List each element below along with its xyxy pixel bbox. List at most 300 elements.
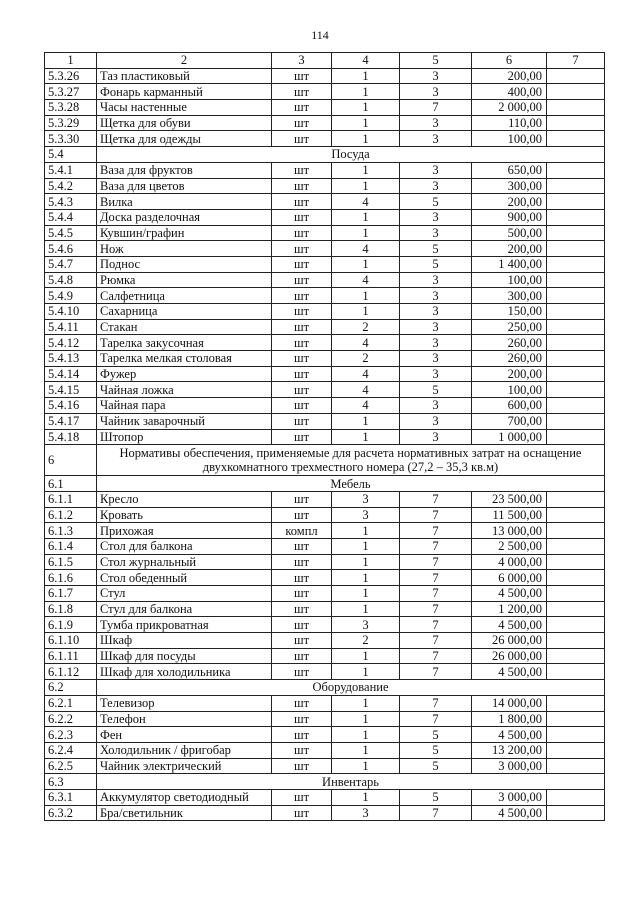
item-number: 5.4.15 [45, 382, 97, 398]
item-quantity: 2 [332, 351, 400, 367]
item-empty-cell [547, 288, 605, 304]
item-quantity: 1 [332, 664, 400, 680]
section-title: Оборудование [97, 680, 605, 696]
item-name: Рюмка [97, 272, 272, 288]
item-number: 5.4.12 [45, 335, 97, 351]
item-number: 5.4.8 [45, 272, 97, 288]
item-name: Фонарь карманный [97, 84, 272, 100]
item-price: 4 000,00 [472, 554, 547, 570]
section-number: 5.4 [45, 147, 97, 163]
section-title: Мебель [97, 476, 605, 492]
item-unit: шт [272, 633, 332, 649]
column-header: 5 [400, 53, 472, 69]
item-price: 4 500,00 [472, 664, 547, 680]
item-number: 6.3.1 [45, 789, 97, 805]
item-number: 6.1.6 [45, 570, 97, 586]
item-number: 5.4.16 [45, 398, 97, 414]
item-unit: шт [272, 601, 332, 617]
item-price: 200,00 [472, 194, 547, 210]
table-row [45, 351, 605, 367]
item-empty-cell [547, 398, 605, 414]
table-row [45, 131, 605, 147]
item-quantity: 1 [332, 429, 400, 445]
item-empty-cell [547, 366, 605, 382]
item-empty-cell [547, 664, 605, 680]
item-service-life: 5 [400, 789, 472, 805]
item-service-life: 3 [400, 131, 472, 147]
item-unit: шт [272, 288, 332, 304]
item-number: 5.4.10 [45, 304, 97, 320]
item-service-life: 3 [400, 429, 472, 445]
item-service-life: 3 [400, 335, 472, 351]
item-name: Телефон [97, 711, 272, 727]
section-title: Нормативы обеспечения, применяемые для расчета нормативных затрат на оснащение двухкомнатного трехместного номера (27,2 – 35,3 кв.м) [97, 445, 605, 476]
item-unit: шт [272, 554, 332, 570]
table-row [45, 241, 605, 257]
item-unit: шт [272, 304, 332, 320]
item-name: Нож [97, 241, 272, 257]
item-unit: шт [272, 789, 332, 805]
item-price: 4 500,00 [472, 727, 547, 743]
item-service-life: 3 [400, 162, 472, 178]
item-unit: шт [272, 491, 332, 507]
item-number: 5.4.17 [45, 413, 97, 429]
item-number: 6.1.5 [45, 554, 97, 570]
section-number: 6.2 [45, 680, 97, 696]
item-name: Щетка для одежды [97, 131, 272, 147]
item-number: 5.4.1 [45, 162, 97, 178]
item-unit: шт [272, 617, 332, 633]
item-service-life: 7 [400, 523, 472, 539]
item-quantity: 3 [332, 491, 400, 507]
item-empty-cell [547, 194, 605, 210]
table-row [45, 304, 605, 320]
item-quantity: 1 [332, 742, 400, 758]
item-quantity: 1 [332, 789, 400, 805]
item-number: 5.3.28 [45, 100, 97, 116]
item-quantity: 4 [332, 194, 400, 210]
item-name: Сахарница [97, 304, 272, 320]
table-row [45, 586, 605, 602]
item-quantity: 1 [332, 586, 400, 602]
table-row [45, 429, 605, 445]
item-number: 5.4.13 [45, 351, 97, 367]
section-heading-row [45, 774, 605, 790]
item-name: Стол журнальный [97, 554, 272, 570]
item-unit: шт [272, 366, 332, 382]
table-row [45, 758, 605, 774]
item-name: Шкаф для холодильника [97, 664, 272, 680]
table-row [45, 335, 605, 351]
item-price: 900,00 [472, 209, 547, 225]
table-row [45, 538, 605, 554]
table-row [45, 84, 605, 100]
column-header: 6 [472, 53, 547, 69]
table-row [45, 225, 605, 241]
item-price: 200,00 [472, 68, 547, 84]
item-unit: шт [272, 695, 332, 711]
table-row [45, 256, 605, 272]
item-number: 6.1.10 [45, 633, 97, 649]
table-row [45, 288, 605, 304]
item-price: 13 200,00 [472, 742, 547, 758]
item-name: Стол обеденный [97, 570, 272, 586]
section-title: Инвентарь [97, 774, 605, 790]
item-number: 6.1.4 [45, 538, 97, 554]
item-name: Тарелка закусочная [97, 335, 272, 351]
section-heading-row-main [45, 445, 605, 476]
item-name: Шкаф для посуды [97, 648, 272, 664]
table-row [45, 601, 605, 617]
item-empty-cell [547, 319, 605, 335]
item-name: Кресло [97, 491, 272, 507]
item-quantity: 3 [332, 805, 400, 821]
item-price: 700,00 [472, 413, 547, 429]
item-unit: шт [272, 398, 332, 414]
item-empty-cell [547, 789, 605, 805]
table-row [45, 711, 605, 727]
table-row [45, 491, 605, 507]
item-empty-cell [547, 570, 605, 586]
item-number: 6.2.1 [45, 695, 97, 711]
table-row [45, 523, 605, 539]
item-unit: шт [272, 742, 332, 758]
table-row [45, 209, 605, 225]
item-service-life: 7 [400, 100, 472, 116]
item-service-life: 7 [400, 805, 472, 821]
item-price: 23 500,00 [472, 491, 547, 507]
item-number: 6.2.4 [45, 742, 97, 758]
item-empty-cell [547, 805, 605, 821]
item-service-life: 3 [400, 225, 472, 241]
item-unit: шт [272, 115, 332, 131]
item-price: 650,00 [472, 162, 547, 178]
item-service-life: 7 [400, 570, 472, 586]
item-empty-cell [547, 491, 605, 507]
item-quantity: 1 [332, 162, 400, 178]
item-service-life: 5 [400, 194, 472, 210]
item-unit: шт [272, 194, 332, 210]
item-unit: шт [272, 131, 332, 147]
item-service-life: 7 [400, 601, 472, 617]
item-quantity: 4 [332, 382, 400, 398]
item-service-life: 3 [400, 319, 472, 335]
item-empty-cell [547, 617, 605, 633]
item-number: 6.3.2 [45, 805, 97, 821]
norms-table [44, 52, 605, 821]
table-row [45, 633, 605, 649]
item-empty-cell [547, 272, 605, 288]
item-service-life: 3 [400, 272, 472, 288]
table-row [45, 727, 605, 743]
table-row [45, 695, 605, 711]
item-empty-cell [547, 711, 605, 727]
item-name: Таз пластиковый [97, 68, 272, 84]
item-empty-cell [547, 538, 605, 554]
item-name: Чайник заварочный [97, 413, 272, 429]
item-quantity: 1 [332, 100, 400, 116]
item-unit: шт [272, 664, 332, 680]
item-number: 5.3.26 [45, 68, 97, 84]
item-number: 5.3.29 [45, 115, 97, 131]
item-service-life: 3 [400, 209, 472, 225]
item-unit: шт [272, 805, 332, 821]
item-service-life: 3 [400, 413, 472, 429]
item-empty-cell [547, 695, 605, 711]
column-number-header-row [45, 53, 605, 69]
item-service-life: 3 [400, 84, 472, 100]
item-unit: шт [272, 225, 332, 241]
item-quantity: 4 [332, 366, 400, 382]
item-number: 5.4.5 [45, 225, 97, 241]
item-unit: шт [272, 711, 332, 727]
item-price: 260,00 [472, 335, 547, 351]
table-row [45, 194, 605, 210]
item-price: 4 500,00 [472, 805, 547, 821]
item-service-life: 5 [400, 727, 472, 743]
item-name: Чайник электрический [97, 758, 272, 774]
item-quantity: 1 [332, 554, 400, 570]
column-header: 7 [547, 53, 605, 69]
item-empty-cell [547, 351, 605, 367]
item-service-life: 3 [400, 351, 472, 367]
item-name: Кровать [97, 507, 272, 523]
item-price: 1 200,00 [472, 601, 547, 617]
item-quantity: 3 [332, 617, 400, 633]
item-quantity: 1 [332, 68, 400, 84]
item-quantity: 1 [332, 304, 400, 320]
item-quantity: 4 [332, 398, 400, 414]
item-quantity: 1 [332, 711, 400, 727]
item-name: Стакан [97, 319, 272, 335]
item-number: 6.1.3 [45, 523, 97, 539]
item-quantity: 4 [332, 335, 400, 351]
item-price: 100,00 [472, 382, 547, 398]
table-row [45, 413, 605, 429]
item-number: 6.1.11 [45, 648, 97, 664]
item-service-life: 7 [400, 664, 472, 680]
item-quantity: 1 [332, 115, 400, 131]
item-empty-cell [547, 225, 605, 241]
item-empty-cell [547, 68, 605, 84]
item-price: 26 000,00 [472, 633, 547, 649]
item-service-life: 5 [400, 758, 472, 774]
item-service-life: 7 [400, 538, 472, 554]
item-price: 2 000,00 [472, 100, 547, 116]
table-row [45, 272, 605, 288]
item-empty-cell [547, 601, 605, 617]
item-price: 260,00 [472, 351, 547, 367]
item-unit: шт [272, 507, 332, 523]
item-number: 5.4.6 [45, 241, 97, 257]
item-number: 6.1.9 [45, 617, 97, 633]
item-number: 5.3.30 [45, 131, 97, 147]
item-empty-cell [547, 115, 605, 131]
section-heading-row [45, 476, 605, 492]
item-unit: шт [272, 382, 332, 398]
item-quantity: 1 [332, 256, 400, 272]
item-number: 5.3.27 [45, 84, 97, 100]
item-price: 110,00 [472, 115, 547, 131]
item-name: Чайная ложка [97, 382, 272, 398]
section-number: 6.3 [45, 774, 97, 790]
item-empty-cell [547, 162, 605, 178]
item-price: 6 000,00 [472, 570, 547, 586]
item-service-life: 3 [400, 398, 472, 414]
table-row [45, 742, 605, 758]
item-empty-cell [547, 382, 605, 398]
item-name: Стул [97, 586, 272, 602]
item-quantity: 1 [332, 758, 400, 774]
item-service-life: 3 [400, 288, 472, 304]
table-row [45, 162, 605, 178]
item-quantity: 1 [332, 209, 400, 225]
table-row [45, 507, 605, 523]
item-quantity: 1 [332, 727, 400, 743]
item-empty-cell [547, 100, 605, 116]
item-empty-cell [547, 586, 605, 602]
item-quantity: 2 [332, 633, 400, 649]
item-unit: шт [272, 351, 332, 367]
item-price: 400,00 [472, 84, 547, 100]
item-unit: шт [272, 178, 332, 194]
item-price: 4 500,00 [472, 617, 547, 633]
item-price: 1 400,00 [472, 256, 547, 272]
item-quantity: 1 [332, 648, 400, 664]
item-empty-cell [547, 727, 605, 743]
item-number: 5.4.14 [45, 366, 97, 382]
item-name: Часы настенные [97, 100, 272, 116]
item-empty-cell [547, 554, 605, 570]
item-service-life: 7 [400, 695, 472, 711]
item-quantity: 4 [332, 241, 400, 257]
table-row [45, 382, 605, 398]
item-quantity: 1 [332, 523, 400, 539]
item-unit: шт [272, 570, 332, 586]
item-name: Тумба прикроватная [97, 617, 272, 633]
item-price: 11 500,00 [472, 507, 547, 523]
table-row [45, 789, 605, 805]
item-number: 6.1.1 [45, 491, 97, 507]
item-unit: шт [272, 335, 332, 351]
item-name: Бра/светильник [97, 805, 272, 821]
table-row [45, 554, 605, 570]
item-unit: шт [272, 538, 332, 554]
item-service-life: 7 [400, 617, 472, 633]
item-price: 1 800,00 [472, 711, 547, 727]
item-empty-cell [547, 209, 605, 225]
item-name: Вилка [97, 194, 272, 210]
item-quantity: 1 [332, 570, 400, 586]
item-number: 6.2.5 [45, 758, 97, 774]
item-empty-cell [547, 648, 605, 664]
table-row [45, 68, 605, 84]
item-unit: шт [272, 68, 332, 84]
item-quantity: 4 [332, 272, 400, 288]
item-unit: шт [272, 272, 332, 288]
item-price: 1 000,00 [472, 429, 547, 445]
item-number: 5.4.3 [45, 194, 97, 210]
item-service-life: 7 [400, 554, 472, 570]
item-number: 5.4.7 [45, 256, 97, 272]
item-quantity: 2 [332, 319, 400, 335]
item-empty-cell [547, 256, 605, 272]
item-service-life: 7 [400, 648, 472, 664]
item-quantity: 1 [332, 601, 400, 617]
item-name: Чайная пара [97, 398, 272, 414]
table-row [45, 398, 605, 414]
table-row [45, 664, 605, 680]
table-row [45, 319, 605, 335]
item-number: 6.1.8 [45, 601, 97, 617]
item-unit: компл [272, 523, 332, 539]
section-heading-row [45, 680, 605, 696]
item-price: 3 000,00 [472, 758, 547, 774]
item-service-life: 5 [400, 256, 472, 272]
item-price: 500,00 [472, 225, 547, 241]
section-number: 6 [45, 445, 97, 476]
item-name: Фужер [97, 366, 272, 382]
item-quantity: 3 [332, 507, 400, 523]
item-name: Поднос [97, 256, 272, 272]
item-number: 6.1.2 [45, 507, 97, 523]
item-number: 6.2.2 [45, 711, 97, 727]
table-row [45, 115, 605, 131]
item-number: 5.4.2 [45, 178, 97, 194]
item-price: 4 500,00 [472, 586, 547, 602]
item-price: 250,00 [472, 319, 547, 335]
item-name: Щетка для обуви [97, 115, 272, 131]
item-price: 3 000,00 [472, 789, 547, 805]
item-number: 6.1.12 [45, 664, 97, 680]
item-empty-cell [547, 523, 605, 539]
item-name: Тарелка мелкая столовая [97, 351, 272, 367]
item-empty-cell [547, 429, 605, 445]
table-row [45, 805, 605, 821]
item-name: Ваза для фруктов [97, 162, 272, 178]
item-empty-cell [547, 742, 605, 758]
table-row [45, 366, 605, 382]
item-name: Аккумулятор светодиодный [97, 789, 272, 805]
item-name: Стол для балкона [97, 538, 272, 554]
item-empty-cell [547, 633, 605, 649]
item-price: 14 000,00 [472, 695, 547, 711]
column-header: 2 [97, 53, 272, 69]
item-empty-cell [547, 241, 605, 257]
item-price: 150,00 [472, 304, 547, 320]
page-number: 114 [311, 28, 329, 42]
item-name: Стул для балкона [97, 601, 272, 617]
item-unit: шт [272, 758, 332, 774]
item-name: Фен [97, 727, 272, 743]
item-service-life: 5 [400, 241, 472, 257]
item-unit: шт [272, 256, 332, 272]
item-unit: шт [272, 429, 332, 445]
item-price: 2 500,00 [472, 538, 547, 554]
item-quantity: 1 [332, 695, 400, 711]
item-name: Телевизор [97, 695, 272, 711]
item-unit: шт [272, 413, 332, 429]
item-name: Кувшин/графин [97, 225, 272, 241]
column-header: 3 [272, 53, 332, 69]
item-empty-cell [547, 131, 605, 147]
table-row [45, 648, 605, 664]
item-empty-cell [547, 507, 605, 523]
item-unit: шт [272, 209, 332, 225]
item-price: 26 000,00 [472, 648, 547, 664]
item-name: Прихожая [97, 523, 272, 539]
item-number: 5.4.4 [45, 209, 97, 225]
